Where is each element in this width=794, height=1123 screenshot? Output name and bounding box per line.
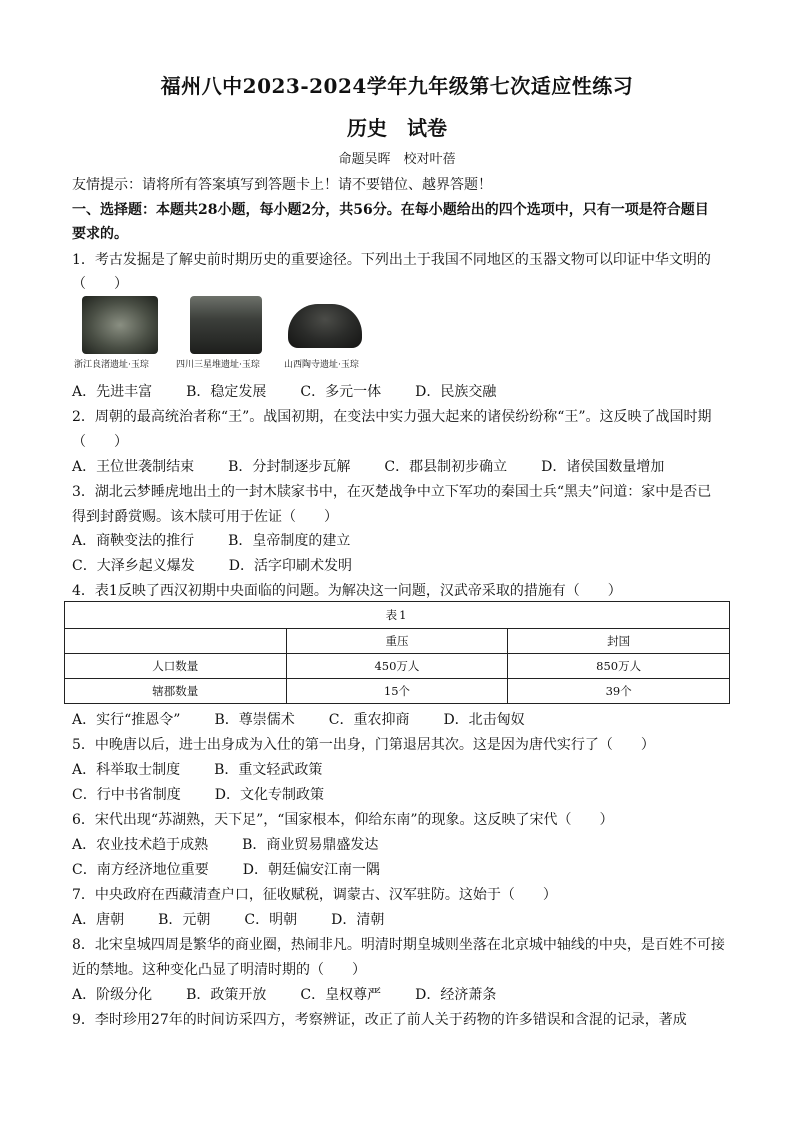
- option-c: C．多元一体: [300, 384, 382, 400]
- option-d: D．清朝: [331, 912, 385, 928]
- option-c: C．行中书省制度: [72, 787, 181, 803]
- q4-stem: 4．表1反映了西汉初期中央面临的问题。为解决这一问题，汉武帝采取的措施有（ ）: [72, 583, 622, 599]
- option-a: A．唐朝: [72, 912, 125, 928]
- table-cell: 850万人: [508, 654, 730, 679]
- option-b: B．分封制逐步瓦解: [228, 459, 351, 475]
- exam-subject: 历史 试卷: [347, 116, 447, 140]
- table-cell: 15个: [286, 679, 508, 704]
- table-header-row: [65, 629, 730, 654]
- option-a: A．科举取士制度: [72, 762, 181, 778]
- option-c: C．大泽乡起义爆发: [72, 558, 195, 574]
- q1-stem: 1．考古发掘是了解史前时期历史的重要途径。下列出土于我国不同地区的玉器文物可以印证中华文明的: [72, 252, 711, 268]
- table-cell: 辖郡数量: [65, 679, 287, 704]
- q9-stem: 9．李时珍用27年的时间访采四方，考察辨证，改正了前人关于药物的许多错误和含混的记录，著成: [72, 1012, 687, 1028]
- exam-authors: 命题吴晖 校对叶蓓: [338, 152, 456, 167]
- table-row: [65, 679, 730, 704]
- section-heading-cont: 要求的。: [72, 226, 128, 242]
- table-caption: 表1: [65, 602, 730, 629]
- option-b: B．政策开放: [186, 987, 267, 1003]
- q1-stem-cont: （ ）: [72, 276, 128, 292]
- table-header-cell: 封国: [508, 629, 730, 654]
- option-d: D．经济萧条: [415, 987, 497, 1003]
- option-d: D．活字印刷术发明: [228, 558, 352, 574]
- option-a: A．王位世袭制结束: [72, 459, 195, 475]
- q2-stem: 2．周朝的最高统治者称“王”。战国初期，在变法中实力强大起来的诸侯纷纷称“王”。这反映了战国时期: [72, 409, 712, 425]
- q8-stem: 8．北宋皇城四周是繁华的商业圈，热闹非凡。明清时期皇城则坐落在北京城中轴线的中央，是百姓不可接: [72, 937, 725, 953]
- option-c: C．南方经济地位重要: [72, 862, 209, 878]
- section-heading: 一、选择题：本题共28小题，每小题2分，共56分。在每小题给出的四个选项中，只有一项是符合题目: [72, 202, 709, 218]
- option-b: B．皇帝制度的建立: [228, 533, 351, 549]
- table-header-cell: [65, 629, 287, 654]
- table-header-cell: 重压: [286, 629, 508, 654]
- option-d: D．北击匈奴: [443, 712, 525, 728]
- q5-options-row2: [72, 784, 358, 804]
- artifact-image-liangzhu: [82, 296, 158, 354]
- option-a: A．先进丰富: [72, 384, 153, 400]
- option-c: C．郡县制初步确立: [384, 459, 508, 475]
- option-a: A．阶级分化: [72, 987, 153, 1003]
- q7-stem: 7．中央政府在西藏清查户口，征收赋税，调蒙古、汉军驻防。这始于（ ）: [72, 887, 557, 903]
- option-b: B．商业贸易鼎盛发达: [242, 837, 379, 853]
- q7-options: [72, 909, 418, 929]
- q1-options: [72, 381, 530, 401]
- option-c: C．重农抑商: [328, 712, 410, 728]
- artifact-caption: 浙江良渚遗址·玉琮: [74, 360, 149, 370]
- option-a: A．实行“推恩令”: [72, 712, 181, 728]
- option-d: D．民族交融: [415, 384, 497, 400]
- q3-stem-cont: 得到封爵赏赐。该木牍可用于佐证（ ）: [72, 509, 338, 525]
- table-caption-row: [65, 602, 730, 629]
- option-d: D．朝廷偏安江南一隅: [242, 862, 380, 878]
- data-table: [64, 601, 730, 704]
- artifact-caption: 山西陶寺遗址·玉琮: [284, 360, 359, 370]
- q5-options-row1: [72, 759, 356, 779]
- option-a: A．农业技术趋于成熟: [72, 837, 209, 853]
- q8-options: [72, 984, 530, 1004]
- q5-stem: 5．中晚唐以后，进士出身成为入仕的第一出身，门第退居其次。这是因为唐代实行了（ ）: [72, 737, 655, 753]
- table-cell: 450万人: [286, 654, 508, 679]
- table-cell: 39个: [508, 679, 730, 704]
- q3-stem: 3．湖北云梦睡虎地出土的一封木牍家书中，在灭楚战争中立下军功的秦国士兵“黑夫”问道：家中是否已: [72, 484, 712, 500]
- q3-options-row2: [72, 555, 386, 575]
- option-b: B．稳定发展: [186, 384, 267, 400]
- artifact-image-taosi: [288, 304, 362, 348]
- option-a: A．商鞅变法的推行: [72, 533, 195, 549]
- q6-options-row1: [72, 834, 412, 854]
- table-cell: 人口数量: [65, 654, 287, 679]
- q4-options: [72, 709, 559, 729]
- q3-options-row1: [72, 530, 384, 550]
- option-b: B．尊崇儒术: [214, 712, 295, 728]
- option-d: D．诸侯国数量增加: [541, 459, 665, 475]
- artifact-caption: 四川三星堆遗址·玉琮: [176, 360, 260, 370]
- exam-title: 福州八中2023-2024学年九年级第七次适应性练习: [160, 74, 634, 98]
- table-row: [65, 654, 730, 679]
- q2-stem-cont: （ ）: [72, 434, 128, 450]
- option-b: B．元朝: [158, 912, 211, 928]
- notice-text: 友情提示：请将所有答案填写到答题卡上！请不要错位、越界答题！: [72, 177, 492, 193]
- option-c: C．皇权尊严: [300, 987, 382, 1003]
- option-c: C．明朝: [244, 912, 298, 928]
- q8-stem-cont: 近的禁地。这种变化凸显了明清时期的（ ）: [72, 962, 366, 978]
- option-d: D．文化专制政策: [214, 787, 324, 803]
- artifact-image-sanxingdui: [190, 296, 262, 354]
- q6-options-row2: [72, 859, 414, 879]
- q6-stem: 6．宋代出现“苏湖熟，天下足”，“国家根本，仰给东南”的现象。这反映了宋代（ ）: [72, 812, 614, 828]
- q2-options: [72, 456, 664, 476]
- option-b: B．重文轻武政策: [214, 762, 323, 778]
